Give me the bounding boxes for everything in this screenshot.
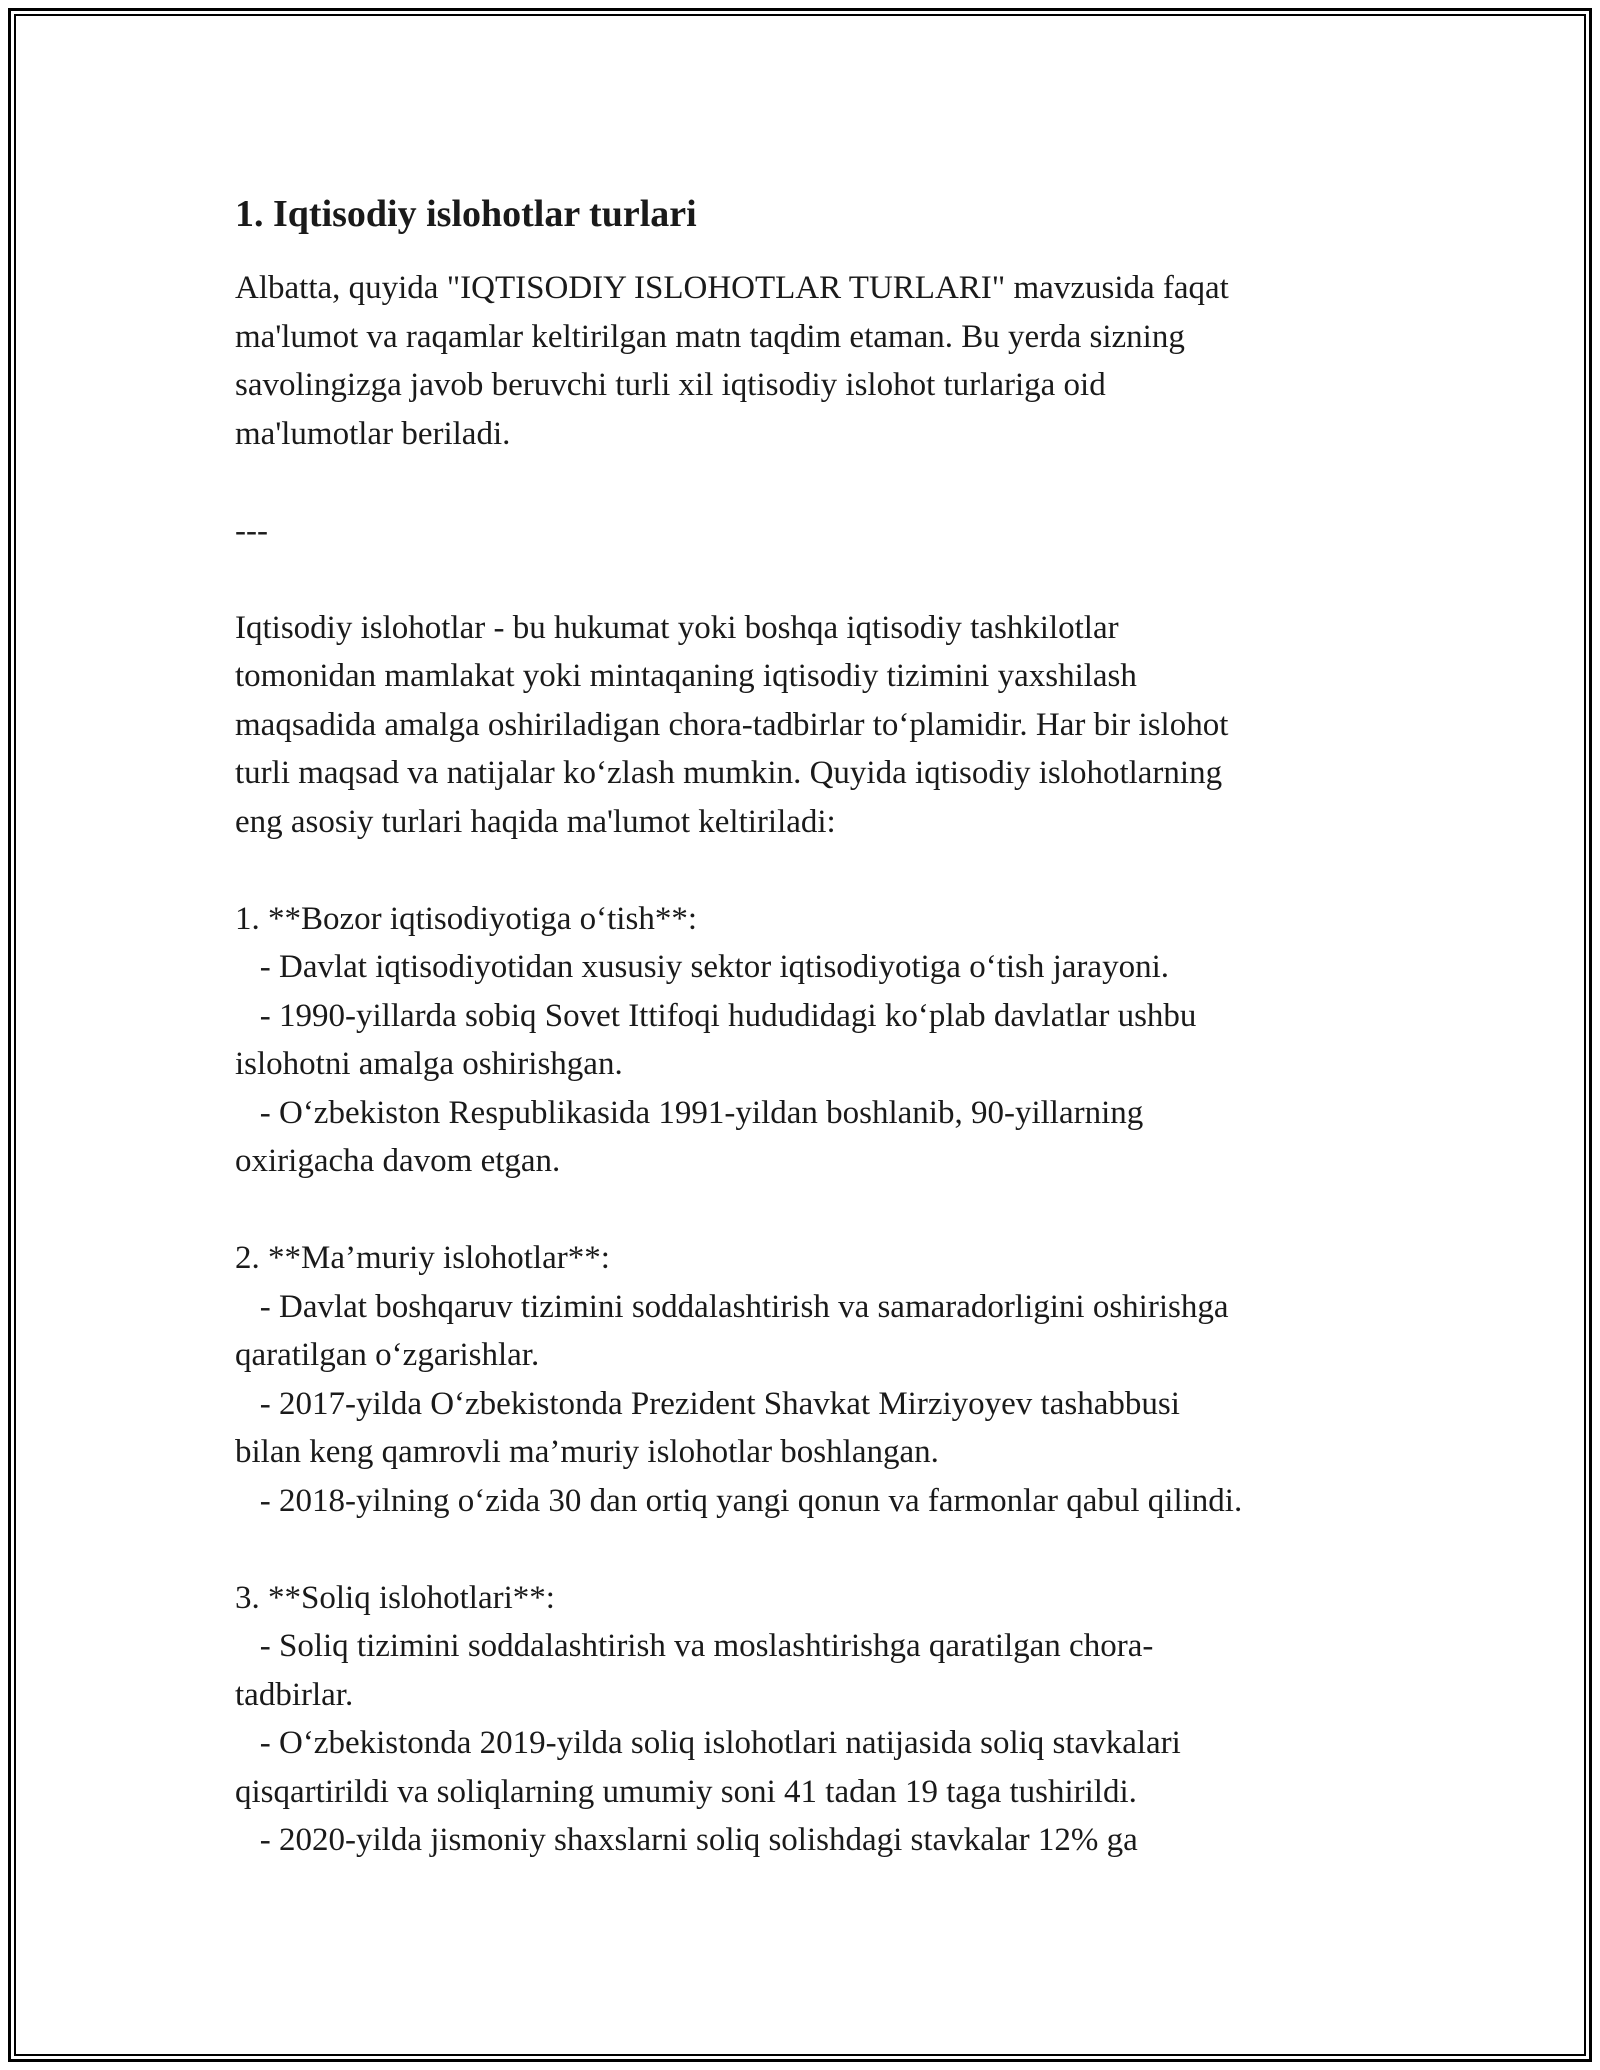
section-bullet: - Soliq tizimini soddalashtirish va moslashtirishga qaratilgan chora- tadbirlar.	[235, 1628, 1154, 1713]
section-market-transition	[235, 895, 1385, 1186]
spacer	[235, 1525, 1385, 1574]
section-bullet: - O‘zbekiston Respublikasida 1991-yildan boshlanib, 90-yillarning oxirigacha davom etgan.	[235, 1094, 1144, 1179]
section-bullet: - O‘zbekistonda 2019-yilda soliq islohotlari natijasida soliq stavkalari qisqartirildi va soliqlarning umumiy soni 41 tadan 19 taga tushirildi.	[235, 1725, 1181, 1810]
definition-paragraph: Iqtisodiy islohotlar - bu hukumat yoki boshqa iqtisodiy tashkilotlar tomonidan mamlakat yoki mintaqaning iqtisodiy tizimini yaxshilash maqsadida amalga oshiriladigan chora-tadbirlar to‘plamidir. Har bir islohot turli maqsad va natijalar ko‘zlash mumkin. Quyida iqtisodiy islohotlarning eng asosiy turlari haqida ma'lumot keltiriladi:	[235, 609, 1229, 840]
spacer	[235, 1186, 1385, 1235]
section-bullet: - 2020-yilda jismoniy shaxslarni soliq solishdagi stavkalar 12% ga	[235, 1822, 1138, 1858]
section-bullet: - 2017-yilda O‘zbekistonda Prezident Shavkat Mirziyoyev tashabbusi bilan keng qamrovli ma’muriy islohotlar boshlangan.	[235, 1385, 1180, 1470]
document-body	[235, 186, 1385, 1865]
section-bullet: - 2018-yilning o‘zida 30 dan ortiq yangi qonun va farmonlar qabul qilindi.	[235, 1482, 1243, 1519]
spacer	[235, 846, 1385, 895]
spacer	[235, 458, 1385, 507]
section-bullet: - 1990-yillarda sobiq Sovet Ittifoqi hududidagi ko‘plab davlatlar ushbu islohotni amalga oshirishgan.	[235, 997, 1197, 1082]
section-tax-reforms	[235, 1574, 1385, 1865]
intro-paragraph: Albatta, quyida "IQTISODIY ISLOHOTLAR TURLARI" mavzusida faqat ma'lumot va raqamlar keltirilgan matn taqdim etaman. Bu yerda sizning savolingizga javob beruvchi turli xil iqtisodiy islohot turlariga oid ma'lumotlar beriladi.	[235, 270, 1229, 452]
spacer	[235, 555, 1385, 604]
section-heading: 1. **Bozor iqtisodiyotiga o‘tish**:	[235, 900, 697, 937]
section-bullet: - Davlat boshqaruv tizimini soddalashtirish va samaradorligini oshirishga qaratilgan o‘zgarishlar.	[235, 1288, 1229, 1373]
document-title: 1. Iqtisodiy islohotlar turlari	[235, 193, 697, 235]
section-heading: 2. **Ma’muriy islohotlar**:	[235, 1240, 610, 1276]
section-bullet: - Davlat iqtisodiyotidan xususiy sektor iqtisodiyotiga o‘tish jarayoni.	[235, 949, 1169, 985]
section-heading: 3. **Soliq islohotlari**:	[235, 1579, 555, 1616]
separator-line: ---	[235, 512, 268, 549]
section-administrative-reforms	[235, 1234, 1385, 1525]
